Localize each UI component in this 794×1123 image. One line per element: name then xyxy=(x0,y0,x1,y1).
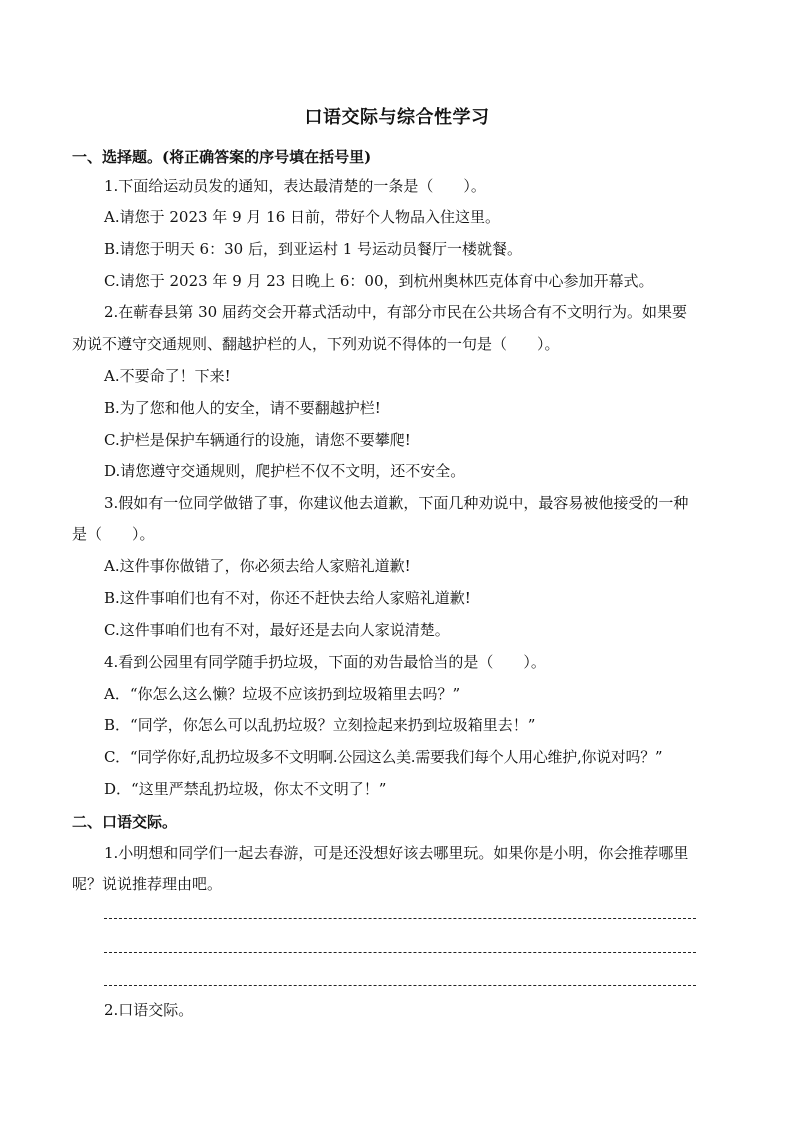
q1-option-c: C.请您于 2023 年 9 月 23 日晚上 6：00，到杭州奥林匹克体育中心参加开幕式。 xyxy=(104,272,654,290)
q4-option-c: C．“同学你好,乱扔垃圾多不文明啊.公园这么美.需要我们每个人用心维护,你说对吗？” xyxy=(104,748,663,766)
q2-stem-line-1: 2.在蕲春县第 30 届药交会开幕式活动中，有部分市民在公共场合有不文明行为。如果要 xyxy=(104,303,687,321)
q4-option-a: A．“你怎么这么懒？垃圾不应该扔到垃圾箱里去吗？” xyxy=(104,685,461,703)
q1-option-a: A.请您于 2023 年 9 月 16 日前，带好个人物品入住这里。 xyxy=(104,208,501,226)
q1-stem: 1.下面给运动员发的通知，表达最清楚的一条是（ ）。 xyxy=(104,177,486,195)
q4-option-d: D．“这里严禁乱扔垃圾，你太不文明了！” xyxy=(104,780,387,798)
q3-option-c: C.这件事咱们也有不对，最好还是去向人家说清楚。 xyxy=(104,621,450,639)
q3-stem-line-2: 是（ ）。 xyxy=(72,525,155,543)
q3-stem-line-1: 3.假如有一位同学做错了事，你建议他去道歉，下面几种劝说中，最容易被他接受的一种 xyxy=(104,494,689,512)
answer-blank-line[interactable] xyxy=(104,985,696,986)
q1-option-b: B.请您于明天 6：30 后，到亚运村 1 号运动员餐厅一楼就餐。 xyxy=(104,240,523,258)
answer-blank-line[interactable] xyxy=(104,918,696,919)
section-2-heading: 二、口语交际。 xyxy=(72,813,178,831)
q3-option-a: A.这件事你做错了，你必须去给人家赔礼道歉! xyxy=(104,557,411,575)
q2-option-d: D.请您遵守交通规则，爬护栏不仅不文明，还不安全。 xyxy=(104,462,466,480)
q4-stem: 4.看到公园里有同学随手扔垃圾，下面的劝告最恰当的是（ ）。 xyxy=(104,653,546,671)
q2-option-b: B.为了您和他人的安全，请不要翻越护栏! xyxy=(104,399,381,417)
s2-q1-line-1: 1.小明想和同学们一起去春游，可是还没想好该去哪里玩。如果你是小明，你会推荐哪里 xyxy=(104,844,689,862)
q2-stem-line-2: 劝说不遵守交通规则、翻越护栏的人，下列劝说不得体的一句是（ ）。 xyxy=(72,335,560,353)
s2-q2: 2.口语交际。 xyxy=(104,1001,194,1019)
q2-option-c: C.护栏是保护车辆通行的设施，请您不要攀爬! xyxy=(104,431,411,449)
page-title: 口语交际与综合性学习 xyxy=(304,107,490,128)
q2-option-a: A.不要命了！下来! xyxy=(104,367,231,385)
s2-q1-line-2: 呢？说说推荐理由吧。 xyxy=(72,875,223,893)
answer-blank-line[interactable] xyxy=(104,952,696,953)
q4-option-b: B．“同学，你怎么可以乱扔垃圾？立刻捡起来扔到垃圾箱里去！” xyxy=(104,716,536,734)
q3-option-b: B.这件事咱们也有不对，你还不赶快去给人家赔礼道歉! xyxy=(104,589,471,607)
section-1-heading: 一、选择题。(将正确答案的序号填在括号里) xyxy=(72,148,372,166)
